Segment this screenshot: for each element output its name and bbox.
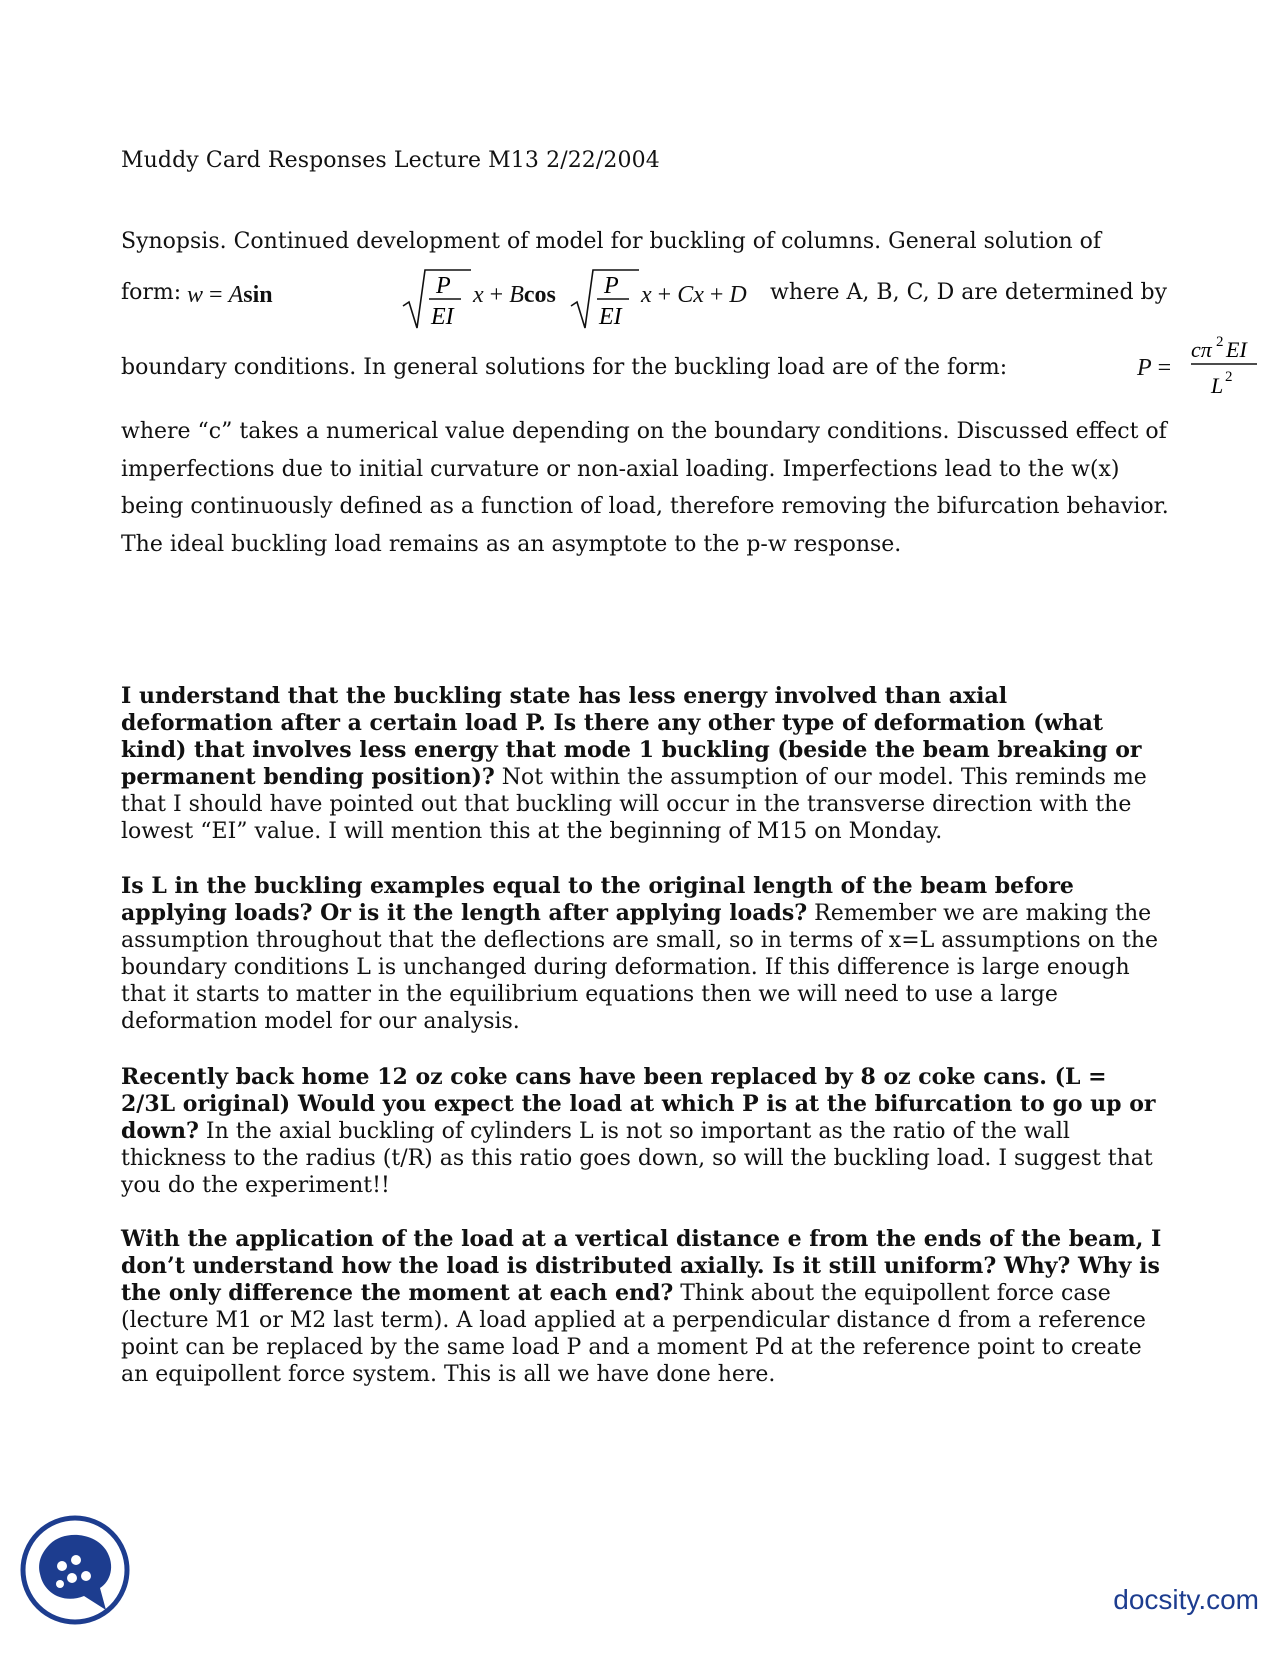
equation-general-solution (187, 280, 273, 309)
eq-plus2: + (651, 282, 678, 308)
logo-dot-1 (57, 1561, 67, 1571)
load-eq-p: P (1137, 355, 1152, 381)
qa-answer: Not within the assumption of our model. This reminds me that I should have pointed out that buckling will occur in the transverse direction with the lowest “EI” value. I will mention this at the beginning of M15 on Monday. (121, 765, 1147, 844)
form-prefix: form: (121, 280, 182, 305)
eq-x1: x (473, 282, 484, 308)
form-suffix: where A, B, C, D are determined by (770, 280, 1168, 305)
eq-cx: Cx (677, 282, 704, 308)
qa-question: I understand that the buckling state has less energy involved than axial deformation after a certain load P. Is there any other type of deformation (what kind) that involves less energy that mode 1 buckling (beside the beam breaking or permanent bending position)? (121, 683, 1142, 790)
docsity-logo-icon[interactable] (20, 1514, 130, 1626)
synopsis-body: where “c” takes a numerical value depending on the boundary conditions. Discussed effect of imperfections due to initial curvature or non-axial loading. Imperfections lead to the w(x) being continuously defined as a function of load, therefore removing the bifurcation behavior. The ideal buckling load remains as an asymptote to the p-w response. (121, 419, 1169, 557)
load-eq-num-exponent: 2 (1216, 334, 1224, 350)
equation-end (641, 280, 747, 309)
load-equation-fraction (1189, 331, 1265, 401)
load-eq-numerator-ei: EI (1226, 337, 1247, 362)
sqrt-fraction-1 (401, 268, 473, 332)
equation-middle (473, 280, 556, 309)
frac2-numerator: P (604, 273, 619, 299)
frac1-numerator: P (436, 273, 451, 299)
load-eq-denominator: L (1211, 373, 1224, 398)
qa-answer: In the axial buckling of cylinders L is not so important as the ratio of the wall thickness to the radius (t/R) as this ratio goes down, so will the buckling load. I suggest that you do the experiment!! (121, 1119, 1153, 1198)
eq-x2: x (641, 282, 652, 308)
synopsis-load-line (121, 334, 1247, 405)
eq-d: D (729, 282, 747, 308)
qa-answer: Remember we are making the assumption throughout that the deflections are small, so in terms of x=L assumptions on the boundary conditions L is unchanged during deformation. If this difference is large enough that it starts to matter in the equilibrium equations then we will need to use a large deformation model for our analysis. (121, 901, 1159, 1034)
eq-b: B (509, 282, 524, 308)
frac2-denominator: EI (599, 304, 622, 330)
logo-dot-2 (71, 1555, 81, 1565)
qa-answer: Think about the equipollent force case (lecture M1 or M2 last term). A load applied at a perpendicular distance d from a reference point can be replaced by the same load P and a moment Pd at the reference point to create an equipollent force system. This is all we have done here. (121, 1281, 1146, 1387)
eq-plus1: + (483, 282, 510, 308)
logo-dot-4 (81, 1571, 91, 1581)
frac1-denominator: EI (431, 304, 454, 330)
docsity-brand-link[interactable]: docsity.com (1113, 1584, 1259, 1615)
synopsis-line-1: Synopsis. Continued development of model for buckling of columns. General solution of (121, 229, 1102, 254)
qa-item-1 (121, 683, 1166, 845)
synopsis-equation-line (121, 273, 1181, 340)
load-eq-numerator-c-pi: cπ (1191, 337, 1212, 362)
eq-sin: sin (243, 282, 273, 308)
load-eq-den-exponent: 2 (1225, 369, 1233, 385)
page-title: Muddy Card Responses Lecture M13 2/22/2004 (121, 148, 660, 173)
eq-w: w (187, 282, 204, 308)
load-eq-equals: = (1151, 355, 1172, 381)
qa-item-4 (121, 1226, 1166, 1388)
eq-a: A (228, 282, 244, 308)
load-line-text: boundary conditions. In general solutions for the buckling load are of the form: (121, 355, 1008, 380)
logo-dot-3 (67, 1573, 77, 1583)
load-equation-lhs (1137, 353, 1171, 382)
sqrt-fraction-2 (569, 268, 641, 332)
eq-plus3: + (703, 282, 730, 308)
qa-question: Recently back home 12 oz coke cans have been replaced by 8 oz coke cans. (L = 2/3L original) Would you expect the load at which P is at the bifurcation to go up or down? (121, 1064, 1156, 1144)
eq-equals: = (203, 282, 229, 308)
qa-question: With the application of the load at a vertical distance e from the ends of the beam, I don’t understand how the load is distributed axially. Is it still uniform? Why? Why is the only difference the moment at each end? (121, 1226, 1162, 1306)
eq-cos: cos (523, 282, 556, 308)
qa-item-2 (121, 873, 1166, 1035)
logo-dot-5 (56, 1580, 64, 1588)
qa-question: Is L in the buckling examples equal to the original length of the beam before applying loads? Or is it the length after applying loads? (121, 873, 1074, 926)
qa-item-3 (121, 1064, 1166, 1199)
